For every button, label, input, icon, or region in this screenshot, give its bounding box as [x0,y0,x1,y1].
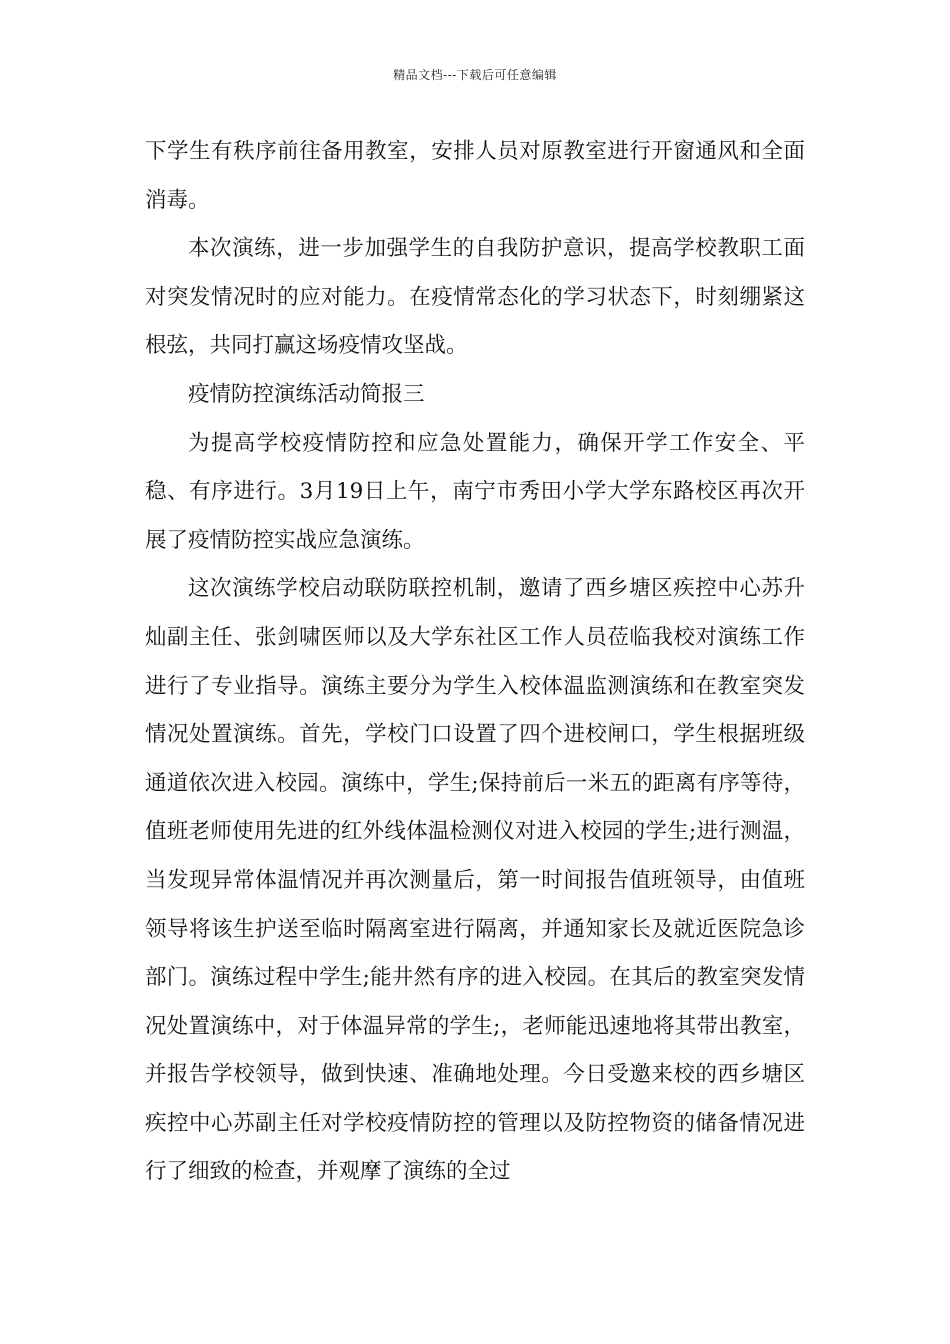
paragraph: 这次演练学校启动联防联控机制，邀请了西乡塘区疾控中心苏升灿副主任、张剑啸医师以及大学东社区工作人员莅临我校对演练工作进行了专业指导。演练主要分为学生入校体温监测演练和在教室突发情况处置演练。首先，学校门口设置了四个进校闸口，学生根据班级通道依次进入校园。演练中，学生;保持前后一米五的距离有序等待，值班老师使用先进的红外线体温检测仪对进入校园的学生;进行测温，当发现异常体温情况并再次测量后，第一时间报告值班领导，由值班领导将该生护送至临时隔离室进行隔离，并通知家长及就近医院急诊部门。演练过程中学生;能井然有序的进入校园。在其后的教室突发情况处置演练中，对于体温异常的学生;，老师能迅速地将其带出教室，并报告学校领导，做到快速、准确地处理。今日受邀来校的西乡塘区疾控中心苏副主任对学校疫情防控的管理以及防控物资的储备情况进行了细致的检查，并观摩了演练的全过 [145,576,805,1185]
document-body [145,128,805,1197]
paragraph: 为提高学校疫情防控和应急处置能力，确保开学工作安全、平稳、有序进行。3月19日上午，南宁市秀田小学大学东路校区再次开展了疫情防控实战应急演练。 [145,430,805,553]
section-heading: 疫情防控演练活动简报三 [188,381,425,407]
paragraph-continuation: 下学生有秩序前往备用教室，安排人员对原教室进行开窗通风和全面消毒。 [145,139,805,213]
paragraph: 本次演练，进一步加强学生的自我防护意识，提高学校教职工面对突发情况时的应对能力。在疫情常态化的学习状态下，时刻绷紧这根弦，共同打赢这场疫情攻坚战。 [145,236,805,359]
page-header: 精品文档---下载后可任意编辑 [393,68,557,82]
